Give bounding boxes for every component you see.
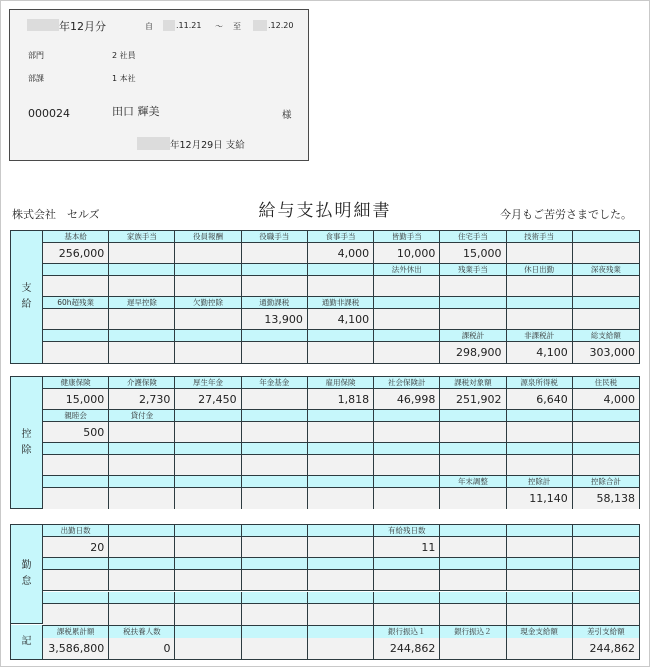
item-value-cell — [507, 243, 573, 264]
item-value-cell — [440, 570, 506, 591]
to-label: 至 — [233, 22, 241, 31]
item-label-cell — [440, 410, 506, 422]
item-label-cell: 出勤日数 — [43, 525, 109, 537]
item-value-cell — [242, 422, 308, 443]
item-value-cell — [374, 276, 440, 297]
item-value-cell: 11 — [374, 537, 440, 558]
item-label-cell — [374, 297, 440, 309]
item-label-cell — [308, 476, 374, 488]
item-value-cell — [507, 276, 573, 297]
item-label-cell — [374, 443, 440, 455]
item-label-cell: 基本給 — [43, 231, 109, 243]
item-label-cell — [242, 264, 308, 276]
item-label-cell — [43, 558, 109, 570]
deductions-label — [11, 377, 43, 508]
item-label-cell: 残業手当 — [440, 264, 506, 276]
dept-value: 2 社員 — [112, 51, 136, 60]
item-label-cell — [374, 410, 440, 422]
redacted-pay-year — [137, 137, 170, 150]
item-value-cell: 10,000 — [374, 243, 440, 264]
item-label-cell: 通勤課税 — [242, 297, 308, 309]
redacted-to-year — [253, 20, 267, 31]
item-label-cell: 貸付金 — [109, 410, 175, 422]
item-value-cell — [109, 570, 175, 591]
notes-label — [11, 625, 43, 659]
item-label-cell — [440, 297, 506, 309]
company-name: 株式会社 セルズ — [12, 208, 100, 221]
item-value-cell: 4,100 — [308, 309, 374, 330]
item-value-cell — [109, 537, 175, 558]
from-date: .11.21 — [176, 21, 202, 30]
item-label-cell: 欠勤控除 — [175, 297, 241, 309]
item-value-cell: 15,000 — [43, 389, 109, 410]
item-value-cell — [573, 537, 639, 558]
item-value-cell — [175, 309, 241, 330]
item-label-cell — [507, 410, 573, 422]
item-value-cell — [175, 570, 241, 591]
item-label-cell — [109, 264, 175, 276]
item-label-cell — [175, 626, 241, 638]
item-value-cell — [242, 537, 308, 558]
item-value-cell — [175, 276, 241, 297]
item-value-cell — [43, 570, 109, 591]
item-label-cell: 課税累計額 — [43, 626, 109, 638]
item-label-cell: 年金基金 — [242, 377, 308, 389]
item-label-cell: 法外休出 — [374, 264, 440, 276]
from-label: 自 — [145, 22, 153, 31]
item-label-cell — [242, 626, 308, 638]
item-label-cell: 深夜残業 — [573, 264, 639, 276]
item-label-cell — [507, 297, 573, 309]
item-label-cell: 控除合計 — [573, 476, 639, 488]
item-value-cell — [308, 342, 374, 363]
item-value-cell — [374, 604, 440, 625]
item-value-cell: 303,000 — [573, 342, 639, 363]
item-value-cell: 256,000 — [43, 243, 109, 264]
item-label-cell: 健康保険 — [43, 377, 109, 389]
item-value-cell: 298,900 — [440, 342, 506, 363]
item-label-cell — [242, 443, 308, 455]
item-label-cell: 休日出勤 — [507, 264, 573, 276]
item-value-cell — [440, 488, 506, 509]
item-value-cell: 1,818 — [308, 389, 374, 410]
item-label-cell — [440, 525, 506, 537]
item-label-cell — [109, 476, 175, 488]
item-label-cell — [175, 558, 241, 570]
item-label-cell — [374, 592, 440, 604]
item-value-cell: 20 — [43, 537, 109, 558]
item-value-cell — [507, 422, 573, 443]
item-value-cell — [440, 276, 506, 297]
section-value: 1 本社 — [112, 74, 136, 83]
attendance-label — [11, 525, 43, 624]
item-label-cell — [440, 443, 506, 455]
item-label-cell — [308, 558, 374, 570]
item-label-cell: 差引支給額 — [573, 626, 639, 638]
item-value-cell — [43, 604, 109, 625]
item-value-cell — [109, 276, 175, 297]
item-label-cell: 住民税 — [573, 377, 639, 389]
item-label-cell: 現金支給額 — [507, 626, 573, 638]
item-value-cell — [573, 243, 639, 264]
item-value-cell: 58,138 — [573, 488, 639, 509]
item-value-cell — [440, 537, 506, 558]
item-value-cell: 0 — [109, 638, 175, 659]
item-value-cell — [374, 488, 440, 509]
item-label-cell — [43, 443, 109, 455]
item-value-cell: 4,000 — [308, 243, 374, 264]
item-value-cell — [573, 455, 639, 476]
item-label-cell: 遅早控除 — [109, 297, 175, 309]
item-label-cell: 役員報酬 — [175, 231, 241, 243]
item-label-cell: 年末調整 — [440, 476, 506, 488]
item-label-cell: 銀行振込１ — [374, 626, 440, 638]
thanks-message: 今月もご苦労さまでした。 — [500, 208, 632, 221]
item-value-cell — [242, 389, 308, 410]
item-label-cell — [308, 443, 374, 455]
item-value-cell — [440, 604, 506, 625]
item-label-cell: 食事手当 — [308, 231, 374, 243]
item-value-cell — [573, 604, 639, 625]
item-label-cell — [308, 626, 374, 638]
item-label-cell — [175, 525, 241, 537]
item-value-cell — [175, 537, 241, 558]
item-label-cell — [109, 525, 175, 537]
deductions-grid — [43, 377, 639, 508]
item-value-cell — [507, 455, 573, 476]
item-value-cell — [573, 570, 639, 591]
item-value-cell: 4,000 — [573, 389, 639, 410]
item-label-cell — [242, 476, 308, 488]
item-value-cell — [43, 342, 109, 363]
item-label-cell: 社会保険計 — [374, 377, 440, 389]
item-label-cell: 税扶養人数 — [109, 626, 175, 638]
item-value-cell — [374, 455, 440, 476]
item-value-cell — [175, 243, 241, 264]
item-value-cell — [242, 570, 308, 591]
item-value-cell — [374, 309, 440, 330]
payments-label-char-1: 支 — [21, 283, 32, 294]
item-label-cell — [242, 525, 308, 537]
item-label-cell — [43, 330, 109, 342]
item-label-cell — [507, 592, 573, 604]
item-label-cell — [308, 525, 374, 537]
item-label-cell: 銀行振込２ — [440, 626, 506, 638]
item-label-cell: 住宅手当 — [440, 231, 506, 243]
item-value-cell — [573, 309, 639, 330]
item-label-cell — [175, 410, 241, 422]
item-value-cell: 13,900 — [242, 309, 308, 330]
item-value-cell — [507, 537, 573, 558]
section-label: 部課 — [28, 74, 44, 83]
item-value-cell — [308, 455, 374, 476]
payments-section — [10, 230, 640, 364]
item-label-cell — [242, 592, 308, 604]
item-value-cell: 15,000 — [440, 243, 506, 264]
item-value-cell — [43, 488, 109, 509]
employee-id: 000024 — [28, 107, 70, 120]
item-value-cell — [109, 422, 175, 443]
item-value-cell: 244,862 — [374, 638, 440, 659]
item-label-cell — [440, 558, 506, 570]
item-label-cell — [573, 592, 639, 604]
item-label-cell — [573, 297, 639, 309]
item-label-cell — [43, 476, 109, 488]
item-value-cell — [242, 455, 308, 476]
item-label-cell: 厚生年金 — [175, 377, 241, 389]
item-value-cell — [308, 570, 374, 591]
attendance-label-char-1: 勤 — [21, 560, 32, 571]
item-value-cell — [175, 638, 241, 659]
item-value-cell — [175, 604, 241, 625]
item-label-cell — [308, 264, 374, 276]
attendance-grid — [43, 525, 639, 625]
item-value-cell — [440, 309, 506, 330]
item-value-cell — [175, 422, 241, 443]
item-label-cell — [507, 558, 573, 570]
item-value-cell: 6,640 — [507, 389, 573, 410]
item-value-cell: 4,100 — [507, 342, 573, 363]
item-value-cell — [308, 638, 374, 659]
item-label-cell — [175, 592, 241, 604]
item-value-cell: 46,998 — [374, 389, 440, 410]
item-label-cell — [175, 476, 241, 488]
pay-date: 年12月29日 支給 — [170, 140, 245, 151]
item-value-cell — [175, 342, 241, 363]
item-label-cell: 通勤非課税 — [308, 297, 374, 309]
item-value-cell — [308, 488, 374, 509]
item-label-cell — [440, 592, 506, 604]
item-label-cell: 介護保険 — [109, 377, 175, 389]
item-value-cell — [440, 455, 506, 476]
item-label-cell: 課税計 — [440, 330, 506, 342]
item-value-cell — [507, 638, 573, 659]
item-value-cell — [374, 342, 440, 363]
item-label-cell — [507, 525, 573, 537]
item-value-cell — [308, 537, 374, 558]
item-value-cell — [175, 455, 241, 476]
item-value-cell — [374, 570, 440, 591]
employee-name: 田口 輝美 — [112, 105, 160, 118]
item-value-cell — [242, 604, 308, 625]
pay-period: 年12月分 — [59, 20, 106, 33]
item-value-cell: 2,730 — [109, 389, 175, 410]
item-label-cell: 源泉所得税 — [507, 377, 573, 389]
item-value-cell — [507, 570, 573, 591]
payments-grid — [43, 231, 639, 363]
item-label-cell: 役職手当 — [242, 231, 308, 243]
item-label-cell — [242, 558, 308, 570]
item-value-cell — [242, 488, 308, 509]
item-value-cell — [573, 276, 639, 297]
deductions-section — [10, 376, 640, 509]
notes-label-char: 記 — [21, 636, 32, 647]
item-value-cell — [109, 455, 175, 476]
item-label-cell — [573, 558, 639, 570]
item-value-cell — [109, 488, 175, 509]
item-label-cell: 家族手当 — [109, 231, 175, 243]
item-label-cell: 課税対象額 — [440, 377, 506, 389]
redacted-from-year — [163, 20, 175, 31]
item-value-cell: 27,450 — [175, 389, 241, 410]
item-label-cell — [573, 410, 639, 422]
attendance-label-char-2: 怠 — [21, 576, 32, 587]
item-value-cell — [308, 604, 374, 625]
item-value-cell — [507, 309, 573, 330]
item-label-cell — [308, 592, 374, 604]
item-value-cell — [308, 276, 374, 297]
honorific: 様 — [282, 110, 292, 121]
item-value-cell — [440, 638, 506, 659]
item-value-cell — [43, 455, 109, 476]
item-label-cell — [109, 558, 175, 570]
item-label-cell — [43, 592, 109, 604]
item-label-cell — [242, 410, 308, 422]
item-label-cell — [507, 443, 573, 455]
item-label-cell: 有給残日数 — [374, 525, 440, 537]
item-value-cell — [109, 243, 175, 264]
payments-label-char-2: 給 — [21, 299, 32, 310]
item-label-cell: 技術手当 — [507, 231, 573, 243]
item-value-cell — [109, 309, 175, 330]
item-value-cell — [308, 422, 374, 443]
item-value-cell — [242, 276, 308, 297]
item-value-cell — [242, 638, 308, 659]
item-label-cell — [374, 330, 440, 342]
item-label-cell — [573, 231, 639, 243]
item-label-cell: 60h超残業 — [43, 297, 109, 309]
item-value-cell: 500 — [43, 422, 109, 443]
item-label-cell — [175, 443, 241, 455]
item-value-cell — [242, 342, 308, 363]
tilde: ～ — [215, 22, 223, 31]
deductions-label-char-2: 除 — [21, 444, 32, 456]
item-value-cell — [175, 488, 241, 509]
item-label-cell — [109, 443, 175, 455]
item-label-cell — [109, 330, 175, 342]
item-label-cell — [374, 476, 440, 488]
item-value-cell — [242, 243, 308, 264]
item-label-cell: 非課税計 — [507, 330, 573, 342]
item-label-cell — [573, 525, 639, 537]
item-label-cell — [109, 592, 175, 604]
item-label-cell: 控除計 — [507, 476, 573, 488]
redacted-year — [27, 19, 59, 31]
notes-grid — [43, 625, 639, 659]
item-label-cell — [573, 443, 639, 455]
item-value-cell — [43, 276, 109, 297]
attendance-notes-section — [10, 524, 640, 660]
item-value-cell — [440, 422, 506, 443]
to-date: .12.20 — [268, 21, 294, 30]
item-value-cell: 244,862 — [573, 638, 639, 659]
employee-info-box — [9, 9, 309, 161]
item-value-cell — [109, 604, 175, 625]
item-label-cell: 親睦会 — [43, 410, 109, 422]
item-value-cell: 3,586,800 — [43, 638, 109, 659]
item-value-cell — [573, 422, 639, 443]
document-title: 給与支払明細書 — [258, 201, 392, 221]
item-value-cell — [43, 309, 109, 330]
item-label-cell — [175, 330, 241, 342]
item-label-cell — [43, 264, 109, 276]
item-label-cell — [175, 264, 241, 276]
dept-label: 部門 — [28, 51, 44, 60]
item-label-cell: 雇用保険 — [308, 377, 374, 389]
item-value-cell — [507, 604, 573, 625]
item-label-cell: 皆勤手当 — [374, 231, 440, 243]
deductions-label-char-1: 控 — [21, 428, 32, 440]
item-value-cell: 11,140 — [507, 488, 573, 509]
item-label-cell: 総支給額 — [573, 330, 639, 342]
payments-label — [11, 231, 43, 363]
item-label-cell — [308, 330, 374, 342]
item-value-cell: 251,902 — [440, 389, 506, 410]
item-label-cell — [308, 410, 374, 422]
item-label-cell — [374, 558, 440, 570]
item-value-cell — [374, 422, 440, 443]
item-label-cell — [242, 330, 308, 342]
item-value-cell — [109, 342, 175, 363]
